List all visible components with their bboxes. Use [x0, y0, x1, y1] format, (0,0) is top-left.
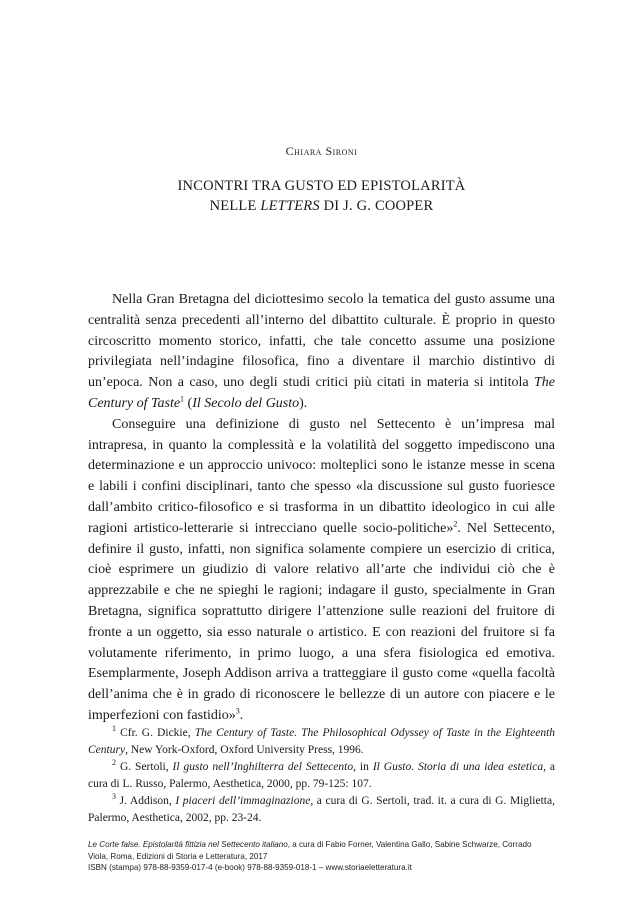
footnote-2: $^2$ G. Sertoli, Il gusto nell’Inghilterra del Settecento, in Il Gusto. Storia di una idea estetica, a cura di L. Russo, Palermo, Aesthetica, 2000, pp. 79-125: 107.	[88, 758, 555, 790]
footnote-1: $^1$ Cfr. G. Dickie, The Century of Taste. The Philosophical Odyssey of Taste in the Eighteenth Century, New York-Oxford, Oxford University Press, 1996.	[88, 724, 556, 756]
footnote-ref-2[interactable]: 2	[453, 519, 458, 529]
title-line-2: NELLE LETTERS DI J. G. COOPER	[209, 198, 434, 214]
imprint-isbn-line: ISBN (stampa) 978-88-9359-017-4 (e-book) 978-88-9359-018-1 – www.storiaeletteratura.it	[88, 863, 412, 872]
footnotes	[88, 725, 555, 828]
paragraph-2: Conseguire una definizione di gusto nel Settecento è un’impresa mal intrapresa, in quanto la complessità e la volatilità del soggetto impediscono una determinazione e un approccio univoco: molteplici sono le istanze messe in scena e labili i confini disciplinari, tanto che spesso «la discussione sul gusto fuoriesce dall’ambito critico-filosofico e si trasforma in un dibattito ideologico in cui alle ragioni artistico-letterarie si intrecciano quelle socio-politiche»$^2$. Nel Settecento, definire il gusto, infatti, non significa solamente compiere un esercizio di critica, cioè esprimere un giudizio di valore relativo all’arte che individui ciò che è apprezzabile e che ne spieghi le ragioni; indagare il gusto, specialmente in Gran Bretagna, significa soprattutto dirigere l’attenzione sulle reazioni del fruitore di fronte a un oggetto, sia esso naturale o artistico. E con reazioni del fruitore si fa volutamente riferimento, in primo luogo, a una sfera fisiologica ed emotiva. Esemplarmente, Joseph Addison arriva a tratteggiare il gusto come «quella facoltà dell’anima che è in grado di riconoscere le bellezze di un autore con piacere e le imperfezioni con fastidio»$^3$.	[88, 416, 555, 723]
body-text	[88, 290, 555, 727]
imprint-line-2: Viola, Roma, Edizioni di Storia e Letteratura, 2017	[88, 851, 268, 861]
chapter-title	[0, 176, 643, 216]
paragraph-1: Nella Gran Bretagna del diciottesimo secolo la tematica del gusto assume una centralità senza precedenti all’interno del dibattito culturale. È proprio in questo circoscritto momento storico, infatti, che tale concetto assume una posizione privilegiata nell’indagine filosofica, fino a diventare il marchio distintivo di un’epoca. Non a caso, uno degli studi critici più citati in materia si intitola The Century of Taste$^1$ (Il Secolo del Gusto).	[88, 292, 555, 411]
footnote-ref-3[interactable]: 3	[235, 706, 240, 716]
footnote-3: $^3$ J. Addison, I piaceri dell’immaginazione, a cura di G. Sertoli, trad. it. a cura di G. Miglietta, Palermo, Aesthetica, 2002, pp. 23-24.	[88, 792, 555, 824]
title-line-1: INCONTRI TRA GUSTO ED EPISTOLARITÀ	[177, 178, 466, 194]
publication-imprint	[88, 839, 558, 874]
author-name: Chiara Sironi	[285, 144, 358, 158]
footnote-ref-1[interactable]: 1	[180, 394, 185, 404]
title-letters-italic: LETTERS	[260, 198, 320, 214]
imprint-line-1: Le Corte false. Epistolarità fittizia nel Settecento italiano, a cura di Fabio Forner, Valentina Gallo, Sabine Schwarze, Corrado	[88, 840, 532, 849]
